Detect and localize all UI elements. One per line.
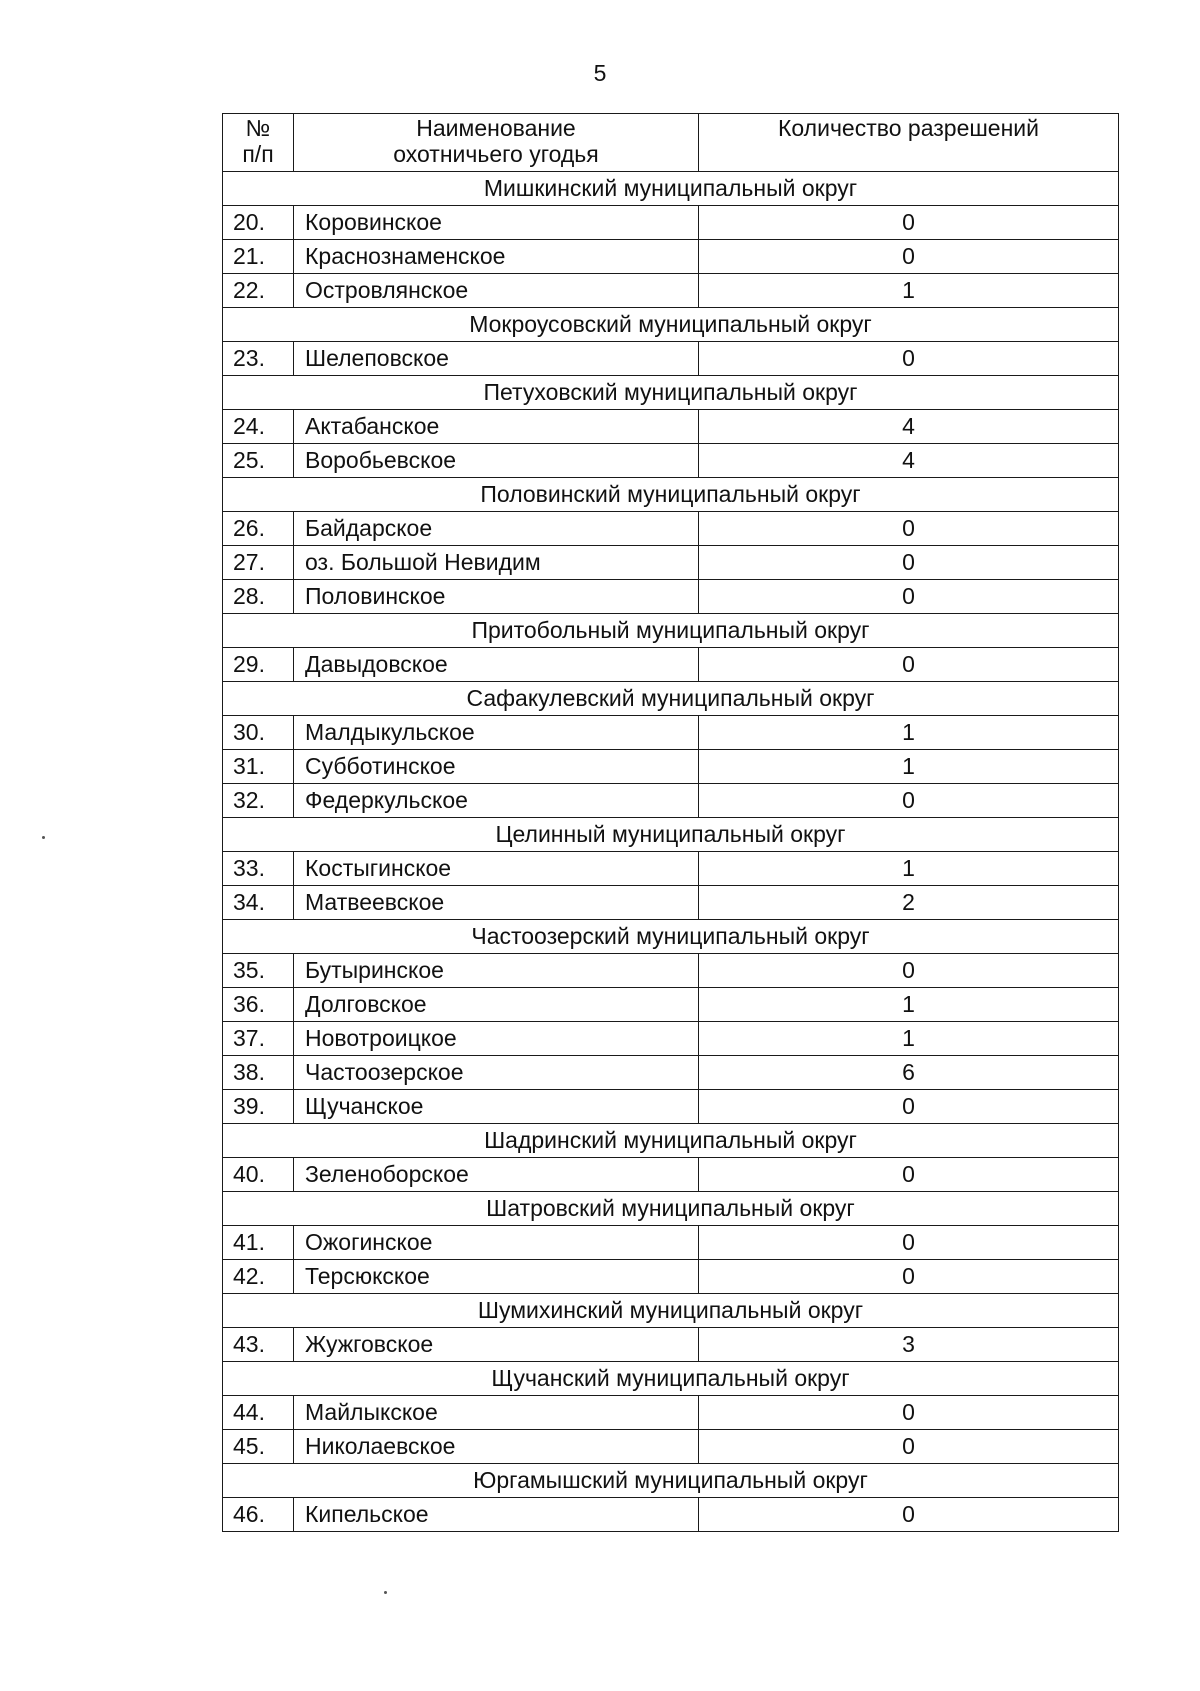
hunting-ground-name: Шелеповское	[294, 342, 699, 376]
hunting-ground-name: Половинское	[294, 580, 699, 614]
permit-count: 0	[699, 240, 1119, 274]
header-name-line2: охотничьего угодья	[393, 141, 599, 167]
district-name: Мишкинский муниципальный округ	[223, 172, 1119, 206]
table-header-row	[223, 114, 1119, 172]
scan-speck	[42, 836, 45, 839]
row-number: 40.	[223, 1158, 294, 1192]
hunting-ground-name: Костыгинское	[294, 852, 699, 886]
hunting-ground-name: Ожогинское	[294, 1226, 699, 1260]
hunting-ground-name: Давыдовское	[294, 648, 699, 682]
permit-count: 4	[699, 410, 1119, 444]
permit-count: 3	[699, 1328, 1119, 1362]
row-number: 46.	[223, 1498, 294, 1532]
permit-count: 0	[699, 1090, 1119, 1124]
row-number: 39.	[223, 1090, 294, 1124]
hunting-ground-name: Майлыкское	[294, 1396, 699, 1430]
row-number: 43.	[223, 1328, 294, 1362]
hunting-ground-name: Краснознаменское	[294, 240, 699, 274]
row-number: 31.	[223, 750, 294, 784]
permit-count: 0	[699, 546, 1119, 580]
header-name-line1: Наименование	[416, 115, 576, 141]
permit-count: 0	[699, 1226, 1119, 1260]
table-row	[223, 444, 1119, 478]
hunting-ground-name: Островлянское	[294, 274, 699, 308]
permit-count: 0	[699, 954, 1119, 988]
district-row	[223, 1362, 1119, 1396]
table-row	[223, 206, 1119, 240]
permit-count: 6	[699, 1056, 1119, 1090]
row-number: 30.	[223, 716, 294, 750]
row-number: 23.	[223, 342, 294, 376]
hunting-ground-name: Зеленоборское	[294, 1158, 699, 1192]
district-name: Юргамышский муниципальный округ	[223, 1464, 1119, 1498]
permit-count: 0	[699, 206, 1119, 240]
row-number: 37.	[223, 1022, 294, 1056]
permit-count: 0	[699, 342, 1119, 376]
hunting-ground-name: Субботинское	[294, 750, 699, 784]
hunting-ground-name: Актабанское	[294, 410, 699, 444]
permit-count: 4	[699, 444, 1119, 478]
permit-count: 1	[699, 716, 1119, 750]
hunting-ground-name: Матвеевское	[294, 886, 699, 920]
district-row	[223, 920, 1119, 954]
table-row	[223, 1226, 1119, 1260]
permit-count: 1	[699, 1022, 1119, 1056]
row-number: 45.	[223, 1430, 294, 1464]
district-name: Шадринский муниципальный округ	[223, 1124, 1119, 1158]
table-row	[223, 1158, 1119, 1192]
table-row	[223, 240, 1119, 274]
row-number: 22.	[223, 274, 294, 308]
permit-count: 0	[699, 1430, 1119, 1464]
hunting-ground-name: Федеркульское	[294, 784, 699, 818]
table-row	[223, 580, 1119, 614]
district-name: Шатровский муниципальный округ	[223, 1192, 1119, 1226]
table-row	[223, 274, 1119, 308]
row-number: 35.	[223, 954, 294, 988]
district-row	[223, 818, 1119, 852]
district-name: Целинный муниципальный округ	[223, 818, 1119, 852]
permit-count: 0	[699, 512, 1119, 546]
table-row	[223, 1260, 1119, 1294]
permit-count: 0	[699, 648, 1119, 682]
permit-count: 0	[699, 784, 1119, 818]
district-name: Щучанский муниципальный округ	[223, 1362, 1119, 1396]
table-body	[223, 172, 1119, 1532]
district-row	[223, 172, 1119, 206]
row-number: 38.	[223, 1056, 294, 1090]
district-name: Сафакулевский муниципальный округ	[223, 682, 1119, 716]
table-row	[223, 886, 1119, 920]
table-row	[223, 1396, 1119, 1430]
permit-count: 0	[699, 1158, 1119, 1192]
table-row	[223, 750, 1119, 784]
table-row	[223, 1430, 1119, 1464]
table-row	[223, 1090, 1119, 1124]
header-number	[223, 114, 294, 172]
table-row	[223, 716, 1119, 750]
hunting-ground-name: Долговское	[294, 988, 699, 1022]
page-number: 5	[593, 60, 607, 86]
district-row	[223, 682, 1119, 716]
row-number: 33.	[223, 852, 294, 886]
header-count: Количество разрешений	[699, 114, 1119, 172]
row-number: 26.	[223, 512, 294, 546]
row-number: 29.	[223, 648, 294, 682]
table-row	[223, 1056, 1119, 1090]
row-number: 42.	[223, 1260, 294, 1294]
permit-count: 0	[699, 1498, 1119, 1532]
permit-count: 1	[699, 750, 1119, 784]
district-name: Притобольный муниципальный округ	[223, 614, 1119, 648]
row-number: 21.	[223, 240, 294, 274]
row-number: 27.	[223, 546, 294, 580]
row-number: 28.	[223, 580, 294, 614]
hunting-ground-name: Щучанское	[294, 1090, 699, 1124]
hunting-ground-name: Байдарское	[294, 512, 699, 546]
hunting-ground-name: Малдыкульское	[294, 716, 699, 750]
permit-count: 0	[699, 580, 1119, 614]
permit-count: 1	[699, 988, 1119, 1022]
hunting-ground-name: оз. Большой Невидим	[294, 546, 699, 580]
district-row	[223, 376, 1119, 410]
row-number: 24.	[223, 410, 294, 444]
hunting-ground-name: Николаевское	[294, 1430, 699, 1464]
header-name	[294, 114, 699, 172]
permit-count: 1	[699, 274, 1119, 308]
header-number-line1: №	[245, 115, 271, 141]
table-row	[223, 988, 1119, 1022]
table-row	[223, 852, 1119, 886]
district-row	[223, 1124, 1119, 1158]
permit-count: 1	[699, 852, 1119, 886]
district-name: Шумихинский муниципальный округ	[223, 1294, 1119, 1328]
table-row	[223, 546, 1119, 580]
hunting-ground-name: Новотроицкое	[294, 1022, 699, 1056]
row-number: 34.	[223, 886, 294, 920]
permits-table	[222, 113, 1119, 1532]
scan-speck	[384, 1591, 387, 1594]
district-row	[223, 1192, 1119, 1226]
header-number-line2: п/п	[242, 141, 274, 167]
district-name: Петуховский муниципальный округ	[223, 376, 1119, 410]
district-row	[223, 308, 1119, 342]
table-row	[223, 410, 1119, 444]
hunting-ground-name: Терсюкское	[294, 1260, 699, 1294]
hunting-ground-name: Частоозерское	[294, 1056, 699, 1090]
hunting-ground-name: Бутыринское	[294, 954, 699, 988]
table-row	[223, 954, 1119, 988]
table-row	[223, 1022, 1119, 1056]
hunting-ground-name: Жужговское	[294, 1328, 699, 1362]
row-number: 41.	[223, 1226, 294, 1260]
row-number: 36.	[223, 988, 294, 1022]
permit-count: 0	[699, 1396, 1119, 1430]
row-number: 20.	[223, 206, 294, 240]
table-row	[223, 648, 1119, 682]
hunting-ground-name: Коровинское	[294, 206, 699, 240]
district-name: Частоозерский муниципальный округ	[223, 920, 1119, 954]
permit-count: 2	[699, 886, 1119, 920]
district-name: Мокроусовский муниципальный округ	[223, 308, 1119, 342]
district-row	[223, 1294, 1119, 1328]
district-row	[223, 614, 1119, 648]
table-row	[223, 784, 1119, 818]
district-name: Половинский муниципальный округ	[223, 478, 1119, 512]
row-number: 25.	[223, 444, 294, 478]
row-number: 32.	[223, 784, 294, 818]
district-row	[223, 1464, 1119, 1498]
table-row	[223, 342, 1119, 376]
hunting-ground-name: Воробьевское	[294, 444, 699, 478]
table-row	[223, 1498, 1119, 1532]
hunting-ground-name: Кипельское	[294, 1498, 699, 1532]
row-number: 44.	[223, 1396, 294, 1430]
permit-count: 0	[699, 1260, 1119, 1294]
district-row	[223, 478, 1119, 512]
table-row	[223, 512, 1119, 546]
table-row	[223, 1328, 1119, 1362]
